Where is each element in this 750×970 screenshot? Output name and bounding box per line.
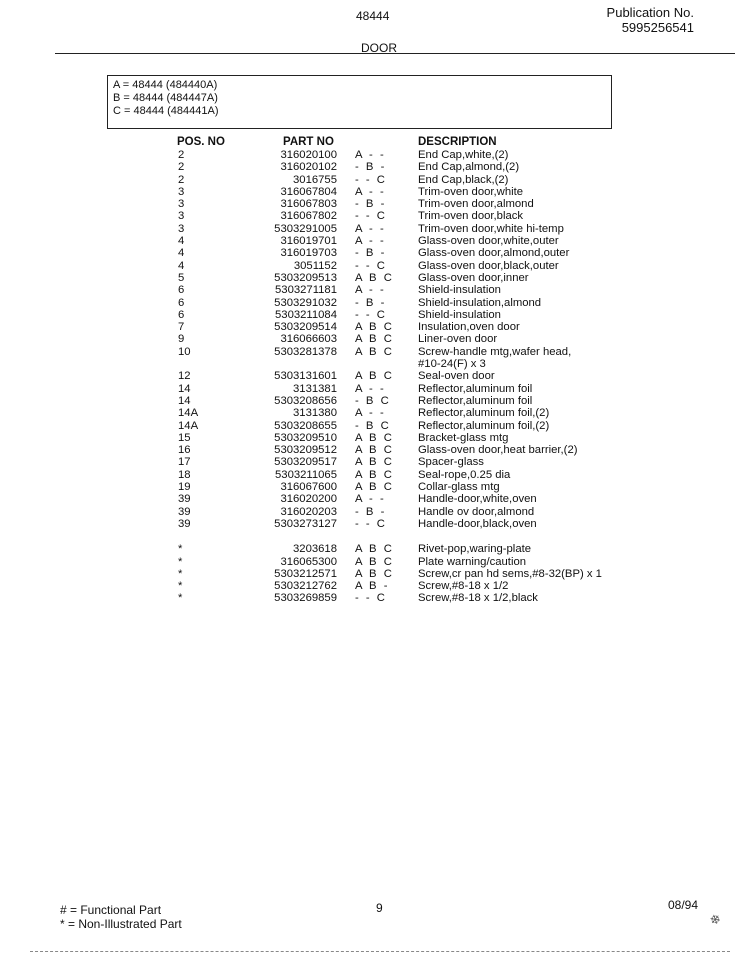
pos-cell: 4: [178, 259, 185, 272]
publication-label: Publication No.: [606, 5, 694, 20]
pos-cell: *: [178, 567, 183, 580]
part-number-cell: 5303271181: [275, 284, 337, 297]
table-row: [0, 210, 750, 222]
description-cell: Glass-oven door,inner: [418, 271, 529, 284]
table-row: [0, 346, 750, 371]
model-applicability-cell: A B C: [355, 431, 394, 444]
description-cell: Screw,#8-18 x 1/2,black: [418, 592, 538, 605]
part-number-cell: 316019701: [280, 235, 337, 248]
part-number-cell: 5303291005: [274, 222, 337, 235]
pos-cell: 19: [178, 481, 191, 494]
table-row: [0, 186, 750, 198]
part-number-cell: 5303209512: [274, 444, 337, 457]
part-number-cell: 316067803: [280, 198, 337, 211]
table-row: [0, 543, 750, 555]
model-applicability-cell: A - -: [355, 185, 386, 198]
description-continuation-cell: #10-24(F) x 3: [418, 358, 486, 371]
description-cell: Reflector,aluminum foil,(2): [418, 419, 550, 432]
description-cell: Reflector,aluminum foil: [418, 382, 533, 395]
model-applicability-cell: A B C: [355, 567, 394, 580]
pos-cell: 14A: [178, 419, 199, 432]
revision-date: 08/94: [668, 898, 699, 912]
page-number: 9: [376, 901, 383, 915]
part-number-cell: 3131381: [293, 382, 337, 395]
model-applicability-cell: A B C: [355, 444, 394, 457]
description-cell: Seal-oven door: [418, 370, 495, 383]
model-applicability-cell: A B C: [355, 555, 394, 568]
table-row: [0, 247, 750, 259]
pos-cell: *: [178, 580, 183, 593]
table-row: [0, 580, 750, 592]
part-number-cell: 5303273127: [274, 517, 337, 530]
pos-cell: 3: [178, 210, 185, 223]
model-applicability-cell: - B -: [355, 505, 387, 518]
description-cell: Bracket-glass mtg: [418, 431, 509, 444]
pos-cell: 4: [178, 235, 185, 248]
table-row: [0, 518, 750, 530]
model-applicability-cell: A - -: [355, 235, 386, 248]
part-number-cell: 316019703: [280, 247, 337, 260]
pos-cell: 15: [178, 431, 191, 444]
part-number-cell: 5303269859: [274, 592, 337, 605]
pos-cell: 6: [178, 284, 185, 297]
description-cell: Handle ov door,almond: [418, 505, 535, 518]
description-cell: Spacer-glass: [418, 456, 484, 469]
description-cell: Trim-oven door,white: [418, 185, 524, 198]
model-applicability-cell: A B C: [355, 468, 394, 481]
description-cell: Shield-insulation: [418, 308, 501, 321]
part-number-cell: 5303209517: [274, 456, 337, 469]
model-applicability-cell: - - C: [355, 259, 387, 272]
description-cell: Glass-oven door,white,outer: [418, 235, 559, 248]
pos-cell: 39: [178, 493, 191, 506]
pos-cell: 3: [178, 222, 185, 235]
pos-cell: 2: [178, 149, 185, 161]
table-row: [0, 198, 750, 210]
pos-cell: 17: [178, 456, 191, 469]
description-cell: Screw,cr pan hd sems,#8-32(BP) x 1: [418, 567, 602, 580]
part-number-cell: 5303212571: [274, 567, 337, 580]
model-applicability-cell: A B C: [355, 333, 394, 346]
functional-part-note: # = Functional Part: [60, 903, 162, 917]
pos-cell: *: [178, 592, 183, 605]
model-legend-c: C = 48444 (484441A): [113, 105, 219, 117]
model-number: 48444: [356, 9, 390, 23]
model-applicability-cell: A - -: [355, 493, 386, 506]
pos-cell: *: [178, 555, 183, 568]
model-applicability-cell: A - -: [355, 149, 386, 161]
part-number-cell: 5303208656: [274, 394, 337, 407]
model-applicability-cell: A - -: [355, 407, 386, 420]
part-number-cell: 5303208655: [274, 419, 337, 432]
description-cell: Seal-rope,0.25 dia: [418, 468, 511, 481]
pos-cell: 7: [178, 321, 185, 334]
part-number-cell: 3203618: [293, 543, 337, 556]
part-number-cell: 5303291032: [274, 296, 337, 309]
model-applicability-cell: - B -: [355, 161, 387, 174]
table-row: [0, 481, 750, 493]
table-row: [0, 556, 750, 568]
pos-cell: 3: [178, 198, 185, 211]
pos-cell: 6: [178, 296, 185, 309]
column-header-part: PART NO: [283, 136, 334, 148]
pos-cell: 14: [178, 394, 191, 407]
table-row: [0, 493, 750, 505]
table-row: [0, 444, 750, 456]
model-applicability-cell: A - -: [355, 222, 386, 235]
part-number-cell: 5303131601: [274, 370, 337, 383]
model-applicability-cell: A B C: [355, 456, 394, 469]
part-number-cell: 3131380: [293, 407, 337, 420]
description-cell: Collar-glass mtg: [418, 481, 500, 494]
pos-cell: 5: [178, 271, 185, 284]
description-cell: Screw,#8-18 x 1/2: [418, 580, 509, 593]
model-applicability-cell: A - -: [355, 284, 386, 297]
pos-cell: 6: [178, 308, 185, 321]
model-applicability-cell: A B C: [355, 543, 394, 556]
pos-cell: 18: [178, 468, 191, 481]
table-row: [0, 260, 750, 272]
table-row: [0, 395, 750, 407]
pos-cell: 39: [178, 505, 191, 518]
description-cell: Glass-oven door,heat barrier,(2): [418, 444, 578, 457]
section-title: DOOR: [361, 41, 397, 55]
table-row: [0, 432, 750, 444]
description-cell: Trim-oven door,white hi-temp: [418, 222, 564, 235]
pos-cell: 3: [178, 185, 185, 198]
part-number-cell: 5303211065: [275, 468, 337, 481]
description-cell: Rivet-pop,waring-plate: [418, 543, 532, 556]
description-cell: Handle-door,black,oven: [418, 517, 537, 530]
part-number-cell: 5303209514: [274, 321, 337, 334]
part-number-cell: 316020203: [280, 505, 337, 518]
model-applicability-cell: - B -: [355, 198, 387, 211]
description-cell: End Cap,white,(2): [418, 149, 509, 161]
description-cell: Handle-door,white,oven: [418, 493, 537, 506]
description-cell: Glass-oven door,black,outer: [418, 259, 559, 272]
description-cell: End Cap,black,(2): [418, 173, 509, 186]
pos-cell: 14: [178, 382, 191, 395]
description-cell: Liner-oven door: [418, 333, 498, 346]
model-legend-a: A = 48444 (484440A): [113, 79, 218, 91]
model-applicability-cell: - - C: [355, 592, 387, 605]
description-cell: Trim-oven door,black: [418, 210, 524, 223]
part-number-cell: 3051152: [293, 259, 337, 272]
table-row: [0, 321, 750, 333]
row-spacer: [0, 530, 750, 543]
table-row: [0, 383, 750, 395]
part-number-cell: 5303209510: [274, 431, 337, 444]
model-applicability-cell: - B -: [355, 296, 387, 309]
description-cell: Reflector,aluminum foil,(2): [418, 407, 550, 420]
pos-cell: *: [178, 543, 183, 556]
model-applicability-cell: A B C: [355, 321, 394, 334]
model-applicability-cell: A B C: [355, 481, 394, 494]
table-row: [0, 407, 750, 419]
table-row: [0, 174, 750, 186]
table-row: [0, 272, 750, 284]
table-row: [0, 284, 750, 296]
handwritten-mark: ❄: [707, 910, 723, 929]
part-number-cell: 316067802: [280, 210, 337, 223]
part-number-cell: 5303281378: [274, 345, 337, 358]
bottom-divider: [30, 951, 730, 952]
table-row: [0, 149, 750, 161]
pos-cell: 4: [178, 247, 185, 260]
pos-cell: 10: [178, 345, 191, 358]
model-applicability-cell: - - C: [355, 210, 387, 223]
model-applicability-cell: - B C: [355, 419, 391, 432]
table-row: [0, 333, 750, 345]
model-applicability-cell: - - C: [355, 517, 387, 530]
part-number-cell: 5303211084: [275, 308, 337, 321]
column-header-pos: POS. NO: [177, 136, 225, 148]
pos-cell: 39: [178, 517, 191, 530]
table-row: [0, 592, 750, 604]
model-applicability-cell: A B C: [355, 370, 394, 383]
part-number-cell: 316067600: [280, 481, 337, 494]
description-cell: Shield-insulation: [418, 284, 501, 297]
part-number-cell: 316066603: [280, 333, 337, 346]
pos-cell: 9: [178, 333, 185, 346]
publication-number: 5995256541: [621, 20, 694, 35]
table-row: [0, 223, 750, 235]
model-applicability-cell: A B C: [355, 271, 394, 284]
part-number-cell: 316065300: [280, 555, 337, 568]
table-row: [0, 297, 750, 309]
description-cell: End Cap,almond,(2): [418, 161, 520, 174]
part-number-cell: 316067804: [280, 185, 337, 198]
part-number-cell: 316020100: [280, 149, 337, 161]
model-applicability-cell: A B C: [355, 345, 394, 358]
description-cell: Plate warning/caution: [418, 555, 527, 568]
non-illustrated-part-note: * = Non-Illustrated Part: [60, 917, 182, 931]
model-applicability-cell: - B -: [355, 247, 387, 260]
part-number-cell: 316020200: [280, 493, 337, 506]
model-legend-box: [107, 75, 612, 129]
description-cell: Reflector,aluminum foil: [418, 394, 533, 407]
description-cell: Screw-handle mtg,wafer head,: [418, 345, 572, 358]
part-number-cell: 316020102: [280, 161, 337, 174]
parts-table: [0, 149, 750, 605]
model-applicability-cell: - - C: [355, 308, 387, 321]
table-row: [0, 235, 750, 247]
pos-cell: 14A: [178, 407, 199, 420]
part-number-cell: 3016755: [293, 173, 337, 186]
description-cell: Glass-oven door,almond,outer: [418, 247, 570, 260]
pos-cell: 2: [178, 161, 185, 174]
table-row: [0, 370, 750, 382]
model-applicability-cell: - B C: [355, 394, 391, 407]
table-row: [0, 456, 750, 468]
part-number-cell: 5303209513: [274, 271, 337, 284]
description-cell: Insulation,oven door: [418, 321, 520, 334]
model-legend-b: B = 48444 (484447A): [113, 92, 218, 104]
pos-cell: 16: [178, 444, 191, 457]
header-divider: [55, 53, 735, 54]
pos-cell: 12: [178, 370, 191, 383]
part-number-cell: 5303212762: [274, 580, 337, 593]
publication-block: [607, 5, 694, 35]
model-applicability-cell: A B -: [355, 580, 390, 593]
table-row: [0, 309, 750, 321]
table-row: [0, 420, 750, 432]
description-cell: Shield-insulation,almond: [418, 296, 542, 309]
description-cell: Trim-oven door,almond: [418, 198, 534, 211]
table-row: [0, 161, 750, 173]
column-header-description: DESCRIPTION: [418, 136, 497, 148]
table-row: [0, 469, 750, 481]
model-applicability-cell: A - -: [355, 382, 386, 395]
pos-cell: 2: [178, 173, 185, 186]
model-applicability-cell: - - C: [355, 173, 387, 186]
table-row: [0, 506, 750, 518]
table-row: [0, 568, 750, 580]
